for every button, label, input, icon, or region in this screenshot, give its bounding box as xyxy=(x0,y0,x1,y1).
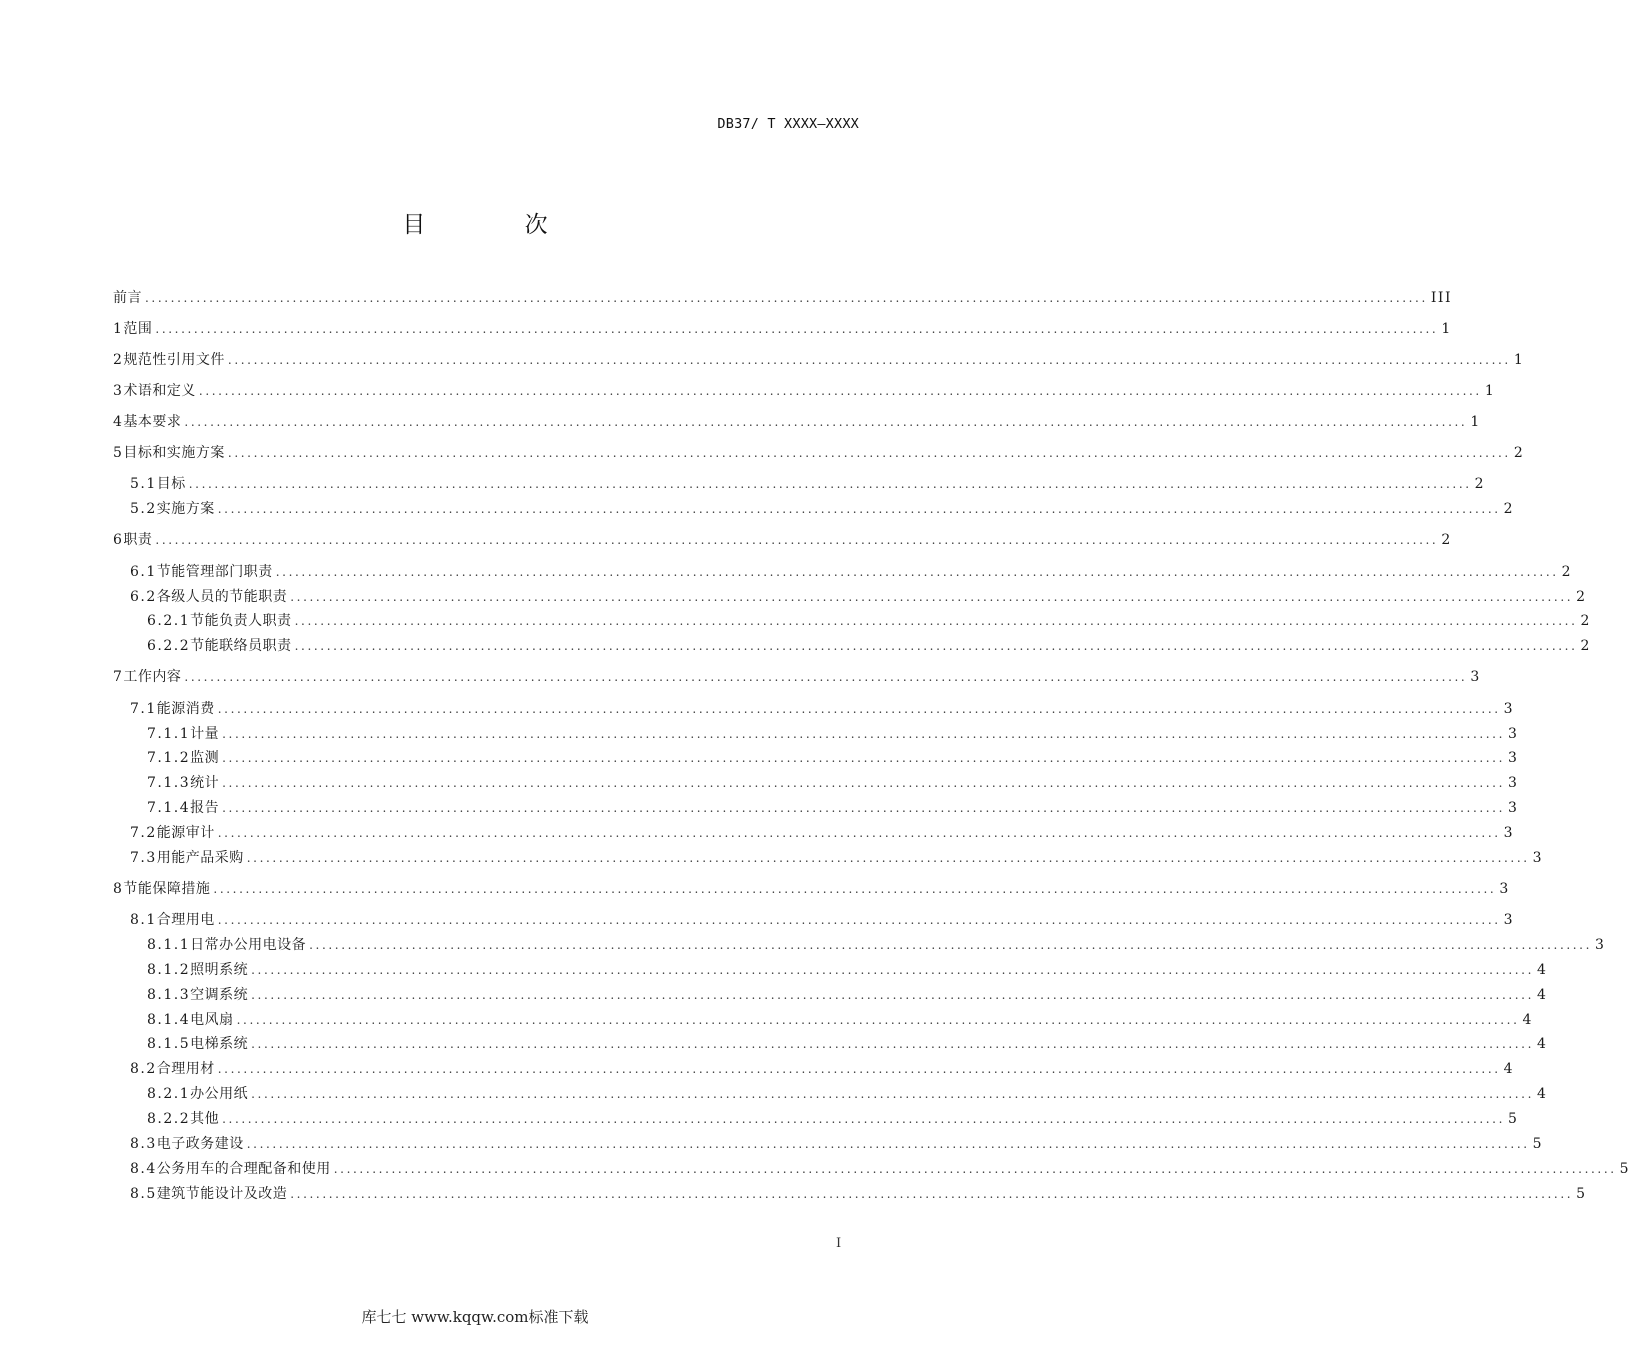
toc-entry-page: 3 xyxy=(1532,850,1544,866)
toc-entry-page: 4 xyxy=(1537,1036,1548,1052)
toc-dot-leader: ........................................................................................................................................................................................................ xyxy=(251,988,1535,1002)
toc-entry-number: 7.1.3 xyxy=(147,775,191,791)
toc-entry-number: 8.1 xyxy=(130,912,157,928)
toc-entry-page: 4 xyxy=(1537,962,1548,978)
toc-entry[interactable] xyxy=(147,773,1519,793)
toc-entry-number: 6 xyxy=(113,532,124,548)
toc-entry[interactable] xyxy=(113,350,1525,370)
toc-entry-page: 2 xyxy=(1513,445,1525,461)
toc-entry-label: 基本要求 xyxy=(123,414,182,430)
toc-entry-page: 5 xyxy=(1508,1111,1519,1127)
toc-dot-leader: ........................................................................................................................................................................................................ xyxy=(251,963,1535,977)
toc-entry-number: 6.2.2 xyxy=(147,638,191,654)
toc-dot-leader: ........................................................................................................................................................................................................ xyxy=(184,670,1468,684)
toc-entry[interactable] xyxy=(147,748,1519,768)
toc-entry[interactable] xyxy=(130,474,1486,494)
toc-entry-label: 能源审计 xyxy=(156,825,215,841)
toc-entry-label: 电梯系统 xyxy=(190,1036,249,1052)
toc-entry[interactable] xyxy=(147,960,1548,980)
toc-dot-leader: ........................................................................................................................................................................................................ xyxy=(217,702,1501,716)
toc-entry-label: 合理用材 xyxy=(156,1061,215,1077)
toc-entry[interactable] xyxy=(113,412,1481,432)
toc-entry-label: 监测 xyxy=(190,750,220,766)
toc-dot-leader: ........................................................................................................................................................................................................ xyxy=(309,938,1593,952)
toc-entry-page: 2 xyxy=(1441,532,1452,548)
toc-dot-leader: ........................................................................................................................................................................................................ xyxy=(290,590,1574,604)
toc-entry-number: 6.2 xyxy=(130,589,157,605)
toc-entry-page: 3 xyxy=(1508,750,1519,766)
toc-entry[interactable] xyxy=(113,443,1525,463)
toc-dot-leader: ........................................................................................................................................................................................................ xyxy=(290,1187,1574,1201)
toc-entry-label: 工作内容 xyxy=(123,669,182,685)
toc-entry-number: 8.1.3 xyxy=(147,987,191,1003)
toc-dot-leader: ........................................................................................................................................................................................................ xyxy=(184,415,1468,429)
toc-entry-page: 2 xyxy=(1580,613,1591,629)
toc-dot-leader: ........................................................................................................................................................................................................ xyxy=(217,502,1501,516)
toc-entry[interactable] xyxy=(147,985,1548,1005)
toc-entry-label: 目标和实施方案 xyxy=(123,445,225,461)
toc-dot-leader: ........................................................................................................................................................................................................ xyxy=(213,882,1497,896)
toc-entry-page: 2 xyxy=(1561,564,1573,580)
toc-dot-leader: ........................................................................................................................................................................................................ xyxy=(222,727,1506,741)
toc-entry-page: 3 xyxy=(1508,726,1519,742)
toc-entry-page: 3 xyxy=(1503,912,1515,928)
toc-entry-number: 7 xyxy=(113,669,124,685)
toc-entry-label: 报告 xyxy=(190,800,220,816)
toc-dot-leader: ........................................................................................................................................................................................................ xyxy=(275,565,1559,579)
toc-entry-page: 1 xyxy=(1513,352,1525,368)
document-code: DB37/ T XXXX—XXXX xyxy=(717,116,859,132)
toc-dot-leader: ........................................................................................................................................................................................................ xyxy=(251,1087,1535,1101)
toc-entry-label: 职责 xyxy=(123,532,153,548)
toc-entry-label: 术语和定义 xyxy=(123,383,196,399)
toc-entry-page: 1 xyxy=(1484,383,1496,399)
toc-entry-label: 办公用纸 xyxy=(190,1086,249,1102)
toc-entry-number: 7.1 xyxy=(130,701,157,717)
toc-dot-leader: ........................................................................................................................................................................................................ xyxy=(222,776,1506,790)
toc-entry-number: 7.3 xyxy=(130,850,157,866)
toc-entry[interactable] xyxy=(130,848,1544,868)
toc-entry[interactable] xyxy=(130,699,1515,719)
toc-dot-leader: ........................................................................................................................................................................................................ xyxy=(155,322,1439,336)
toc-entry-label: 节能联络员职责 xyxy=(190,638,292,654)
toc-entry-page: 5 xyxy=(1532,1136,1544,1152)
toc-title: 目 次 xyxy=(402,212,594,238)
toc-entry-label: 范围 xyxy=(123,321,153,337)
toc-entry[interactable] xyxy=(130,587,1587,607)
toc-dot-leader: ........................................................................................................................................................................................................ xyxy=(145,291,1428,305)
toc-entry-label: 节能管理部门职责 xyxy=(156,564,273,580)
toc-dot-leader: ........................................................................................................................................................................................................ xyxy=(246,1137,1530,1151)
toc-entry[interactable] xyxy=(130,910,1515,930)
toc-entry-label: 目标 xyxy=(156,476,186,492)
toc-dot-leader: ........................................................................................................................................................................................................ xyxy=(222,751,1506,765)
toc-entry-number: 6.2.1 xyxy=(147,613,191,629)
toc-entry-number: 8 xyxy=(113,881,124,897)
toc-entry[interactable] xyxy=(147,798,1519,818)
toc-entry[interactable] xyxy=(113,879,1510,899)
toc-entry-label: 电风扇 xyxy=(190,1012,234,1028)
toc-entry-page: 2 xyxy=(1576,589,1587,605)
toc-entry-number: 7.1.1 xyxy=(147,726,191,742)
toc-entry-page: 4 xyxy=(1537,987,1548,1003)
toc-entry-page: 4 xyxy=(1522,1012,1533,1028)
toc-entry-page: 3 xyxy=(1503,825,1515,841)
toc-entry-number: 8.2 xyxy=(130,1061,157,1077)
toc-entry-number: 8.1.1 xyxy=(147,937,191,953)
toc-dot-leader: ........................................................................................................................................................................................................ xyxy=(227,446,1511,460)
toc-dot-leader: ........................................................................................................................................................................................................ xyxy=(236,1013,1520,1027)
toc-entry[interactable] xyxy=(147,935,1606,955)
toc-entry-page: 5 xyxy=(1576,1186,1587,1202)
toc-entry-page: 2 xyxy=(1474,476,1486,492)
toc-entry-number: 1 xyxy=(113,321,124,337)
toc-entry-label: 公务用车的合理配备和使用 xyxy=(156,1161,331,1177)
toc-entry-label: 统计 xyxy=(190,775,220,791)
toc-entry-number: 8.2.1 xyxy=(147,1086,191,1102)
toc-entry-page: 2 xyxy=(1503,501,1515,517)
toc-entry[interactable] xyxy=(147,1109,1519,1129)
toc-entry-page: 3 xyxy=(1595,937,1606,953)
toc-dot-leader: ........................................................................................................................................................................................................ xyxy=(333,1162,1617,1176)
toc-entry[interactable] xyxy=(147,724,1519,744)
toc-entry-number: 7.2 xyxy=(130,825,157,841)
toc-dot-leader: ........................................................................................................................................................................................................ xyxy=(294,614,1578,628)
toc-entry[interactable] xyxy=(147,1084,1548,1104)
toc-entry-page: 3 xyxy=(1508,775,1519,791)
toc-dot-leader: ........................................................................................................................................................................................................ xyxy=(198,384,1482,398)
toc-entry[interactable] xyxy=(113,667,1481,687)
toc-entry-number: 8.4 xyxy=(130,1161,157,1177)
toc-entry-number: 3 xyxy=(113,383,124,399)
toc-dot-leader: ........................................................................................................................................................................................................ xyxy=(217,1062,1501,1076)
toc-entry-page: 3 xyxy=(1499,881,1510,897)
toc-dot-leader: ........................................................................................................................................................................................................ xyxy=(217,913,1501,927)
toc-entry-page: 3 xyxy=(1503,701,1515,717)
toc-dot-leader: ........................................................................................................................................................................................................ xyxy=(246,851,1530,865)
toc-entry[interactable] xyxy=(130,562,1573,582)
toc-dot-leader: ........................................................................................................................................................................................................ xyxy=(222,1112,1506,1126)
toc-entry-number: 8.3 xyxy=(130,1136,157,1152)
toc-entry-page: 5 xyxy=(1619,1161,1630,1177)
page-number: I xyxy=(836,1236,842,1251)
toc-entry[interactable] xyxy=(113,319,1452,339)
toc-entry[interactable] xyxy=(130,1184,1587,1204)
toc-entry-page: 3 xyxy=(1508,800,1519,816)
toc-entry-label: 能源消费 xyxy=(156,701,215,717)
toc-entry-label: 合理用电 xyxy=(156,912,215,928)
toc-entry-label: 用能产品采购 xyxy=(156,850,244,866)
footer-watermark: 库七七 www.kqqw.com标准下载 xyxy=(361,1308,589,1326)
toc-entry[interactable] xyxy=(130,823,1515,843)
toc-entry-number: 5.1 xyxy=(130,476,157,492)
toc-entry[interactable] xyxy=(130,1059,1515,1079)
toc-entry-page: III xyxy=(1430,290,1452,306)
toc-dot-leader: ........................................................................................................................................................................................................ xyxy=(294,639,1578,653)
toc-entry[interactable] xyxy=(147,636,1591,656)
toc-entry-number: 8.2.2 xyxy=(147,1111,191,1127)
toc-entry[interactable] xyxy=(113,288,1452,308)
toc-entry-label: 照明系统 xyxy=(190,962,249,978)
toc-dot-leader: ........................................................................................................................................................................................................ xyxy=(251,1037,1535,1051)
toc-entry[interactable] xyxy=(113,381,1496,401)
toc-entry-label: 空调系统 xyxy=(190,987,249,1003)
toc-dot-leader: ........................................................................................................................................................................................................ xyxy=(227,353,1511,367)
toc-entry-label: 建筑节能设计及改造 xyxy=(156,1186,288,1202)
toc-entry-page: 4 xyxy=(1537,1086,1548,1102)
toc-entry-page: 4 xyxy=(1503,1061,1515,1077)
toc-dot-leader: ........................................................................................................................................................................................................ xyxy=(188,477,1472,491)
toc-entry-label: 节能保障措施 xyxy=(123,881,211,897)
toc-entry-label: 规范性引用文件 xyxy=(123,352,225,368)
toc-entry-number: 8.5 xyxy=(130,1186,157,1202)
toc-entry-number: 8.1.2 xyxy=(147,962,191,978)
toc-entry-label: 实施方案 xyxy=(156,501,215,517)
toc-entry[interactable] xyxy=(147,611,1591,631)
toc-entry-label: 节能负责人职责 xyxy=(190,613,292,629)
toc-entry[interactable] xyxy=(130,499,1515,519)
toc-entry-page: 3 xyxy=(1470,669,1481,685)
toc-entry-page: 1 xyxy=(1441,321,1452,337)
toc-entry[interactable] xyxy=(113,530,1452,550)
toc-entry-number: 7.1.2 xyxy=(147,750,191,766)
toc-entry[interactable] xyxy=(147,1010,1533,1030)
toc-entry-label: 前言 xyxy=(113,290,142,306)
toc-entry-number: 2 xyxy=(113,352,124,368)
toc-entry-number: 5 xyxy=(113,445,124,461)
toc-dot-leader: ........................................................................................................................................................................................................ xyxy=(222,801,1506,815)
toc-entry[interactable] xyxy=(147,1034,1548,1054)
toc-entry-number: 8.1.4 xyxy=(147,1012,191,1028)
toc-entry-number: 4 xyxy=(113,414,124,430)
toc-entry-label: 其他 xyxy=(190,1111,220,1127)
toc-entry-label: 计量 xyxy=(190,726,220,742)
toc-dot-leader: ........................................................................................................................................................................................................ xyxy=(155,533,1439,547)
toc-entry[interactable] xyxy=(130,1159,1630,1179)
toc-entry-number: 5.2 xyxy=(130,501,157,517)
toc-entry-label: 各级人员的节能职责 xyxy=(156,589,288,605)
toc-entry-number: 7.1.4 xyxy=(147,800,191,816)
toc-dot-leader: ........................................................................................................................................................................................................ xyxy=(217,826,1501,840)
toc-entry-page: 1 xyxy=(1470,414,1481,430)
toc-entry-label: 电子政务建设 xyxy=(156,1136,244,1152)
toc-entry[interactable] xyxy=(130,1134,1544,1154)
toc-entry-page: 2 xyxy=(1580,638,1591,654)
toc-entry-number: 8.1.5 xyxy=(147,1036,191,1052)
toc-entry-number: 6.1 xyxy=(130,564,157,580)
toc-entry-label: 日常办公用电设备 xyxy=(190,937,307,953)
